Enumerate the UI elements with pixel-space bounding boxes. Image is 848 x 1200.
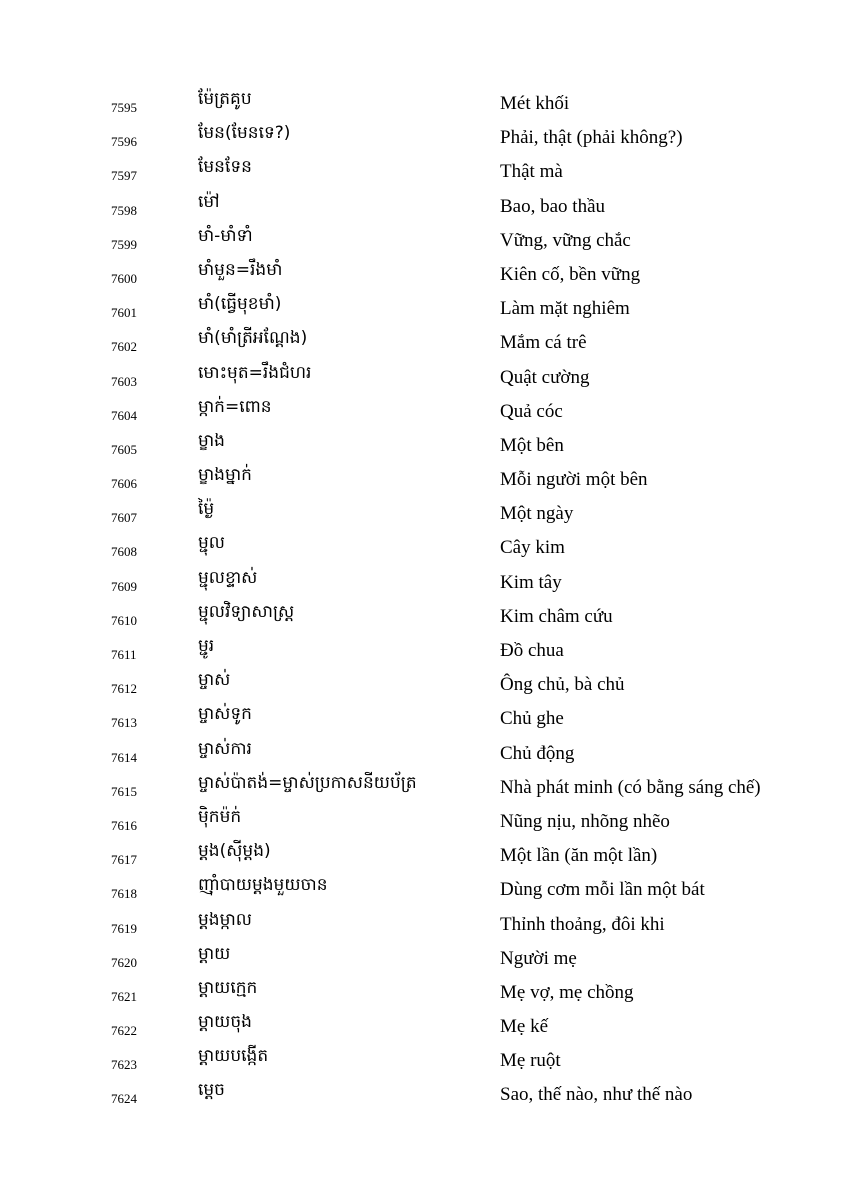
entry-number: 7621 xyxy=(111,988,137,1004)
entry-number: 7624 xyxy=(111,1091,137,1107)
vietnamese-translation: Mỗi người một bên xyxy=(500,469,648,491)
vietnamese-translation: Mẹ ruột xyxy=(500,1050,561,1072)
vietnamese-translation: Dùng cơm mỗi lần một bát xyxy=(500,879,705,901)
khmer-term: ម្ចាស់ប៉ាតង់=ម្ចាស់ប្រកាសនីយប័ត្រ xyxy=(198,772,417,793)
entry-number: 7613 xyxy=(111,715,137,731)
dictionary-entry xyxy=(0,464,848,498)
dictionary-entry xyxy=(0,362,848,396)
khmer-term: មាំមួន=រឹងមាំ xyxy=(198,259,283,280)
dictionary-entries xyxy=(0,88,848,1114)
dictionary-entry xyxy=(0,498,848,532)
vietnamese-translation: Người mẹ xyxy=(500,947,577,969)
khmer-term: មែនទែន xyxy=(198,157,252,178)
entry-number: 7620 xyxy=(111,954,137,970)
dictionary-entry xyxy=(0,532,848,566)
khmer-term: ម្ជុលវិទ្យាសាស្ត្រ xyxy=(198,601,295,622)
entry-number: 7619 xyxy=(111,920,137,936)
vietnamese-translation: Mắm cá trê xyxy=(500,332,587,354)
dictionary-entry xyxy=(0,156,848,190)
khmer-term: មាំ(ធ្វើមុខមាំ) xyxy=(198,294,282,315)
entry-number: 7615 xyxy=(111,783,137,799)
entry-number: 7603 xyxy=(111,373,137,389)
dictionary-entry xyxy=(0,1079,848,1113)
vietnamese-translation: Sao, thế nào, như thế nào xyxy=(500,1084,693,1106)
vietnamese-translation: Mẹ vợ, mẹ chồng xyxy=(500,981,634,1003)
khmer-term: មោះមុត=រឹងជំហរ xyxy=(198,362,312,383)
khmer-term: ម្ចាស់ xyxy=(198,670,231,691)
entry-number: 7605 xyxy=(111,441,137,457)
entry-number: 7618 xyxy=(111,886,137,902)
dictionary-entry xyxy=(0,396,848,430)
khmer-term: ម្ដាយក្មេក xyxy=(198,977,258,998)
khmer-term: ម្ចាស់ទូក xyxy=(198,704,252,725)
dictionary-entry xyxy=(0,1045,848,1079)
khmer-term: ម្ដងម្កាល xyxy=(198,909,252,930)
vietnamese-translation: Kiên cố, bền vững xyxy=(500,263,641,285)
dictionary-entry xyxy=(0,88,848,122)
dictionary-entry xyxy=(0,874,848,908)
khmer-term: ម្ដេច xyxy=(198,1080,225,1101)
khmer-term: ម្ដាយចុង xyxy=(198,1012,252,1033)
dictionary-entry xyxy=(0,225,848,259)
khmer-term: ម្ជុល xyxy=(198,533,225,554)
khmer-term: ម្ដង(ស៊ីម្ដង) xyxy=(198,841,271,862)
vietnamese-translation: Chủ động xyxy=(500,742,575,764)
dictionary-entry xyxy=(0,703,848,737)
entry-number: 7607 xyxy=(111,510,137,526)
entry-number: 7597 xyxy=(111,168,137,184)
vietnamese-translation: Ông chủ, bà chủ xyxy=(500,674,625,696)
dictionary-entry xyxy=(0,1011,848,1045)
vietnamese-translation: Nhà phát minh (có bằng sáng chế) xyxy=(500,776,761,798)
khmer-term: ម្ខាងម្នាក់ xyxy=(198,465,252,486)
khmer-term: មែន(មែនទេ?) xyxy=(198,123,291,144)
entry-number: 7616 xyxy=(111,817,137,833)
vietnamese-translation: Một bên xyxy=(500,434,564,456)
entry-number: 7606 xyxy=(111,476,137,492)
entry-number: 7608 xyxy=(111,544,137,560)
dictionary-entry xyxy=(0,293,848,327)
entry-number: 7602 xyxy=(111,339,137,355)
dictionary-entry xyxy=(0,430,848,464)
khmer-term: ម៉ៅ xyxy=(198,191,220,212)
dictionary-entry xyxy=(0,738,848,772)
entry-number: 7612 xyxy=(111,681,137,697)
entry-number: 7599 xyxy=(111,236,137,252)
vietnamese-translation: Quật cường xyxy=(500,366,590,388)
vietnamese-translation: Phải, thật (phải không?) xyxy=(500,127,683,149)
vietnamese-translation: Kim tây xyxy=(500,571,562,593)
dictionary-entry xyxy=(0,977,848,1011)
dictionary-entry xyxy=(0,909,848,943)
vietnamese-translation: Thỉnh thoảng, đôi khi xyxy=(500,913,665,935)
entry-number: 7596 xyxy=(111,134,137,150)
entry-number: 7610 xyxy=(111,612,137,628)
vietnamese-translation: Mét khối xyxy=(500,93,570,114)
dictionary-entry xyxy=(0,327,848,361)
khmer-term: ម៉ិកម៉ក់ xyxy=(198,806,242,827)
entry-number: 7595 xyxy=(111,100,137,115)
khmer-term: ញ៉ាំបាយម្ដងមួយចាន xyxy=(198,875,328,896)
vietnamese-translation: Vững, vững chắc xyxy=(500,229,631,251)
entry-number: 7600 xyxy=(111,270,137,286)
vietnamese-translation: Đồ chua xyxy=(500,640,564,661)
entry-number: 7617 xyxy=(111,852,137,868)
entry-number: 7614 xyxy=(111,749,137,765)
vietnamese-translation: Bao, bao thầu xyxy=(500,195,606,217)
vietnamese-translation: Kim châm cứu xyxy=(500,605,613,627)
dictionary-entry xyxy=(0,601,848,635)
dictionary-entry xyxy=(0,122,848,156)
vietnamese-translation: Làm mặt nghiêm xyxy=(500,298,630,320)
entry-number: 7609 xyxy=(111,578,137,594)
entry-number: 7623 xyxy=(111,1057,137,1073)
entry-number: 7601 xyxy=(111,305,137,321)
vietnamese-translation: Chủ ghe xyxy=(500,708,564,730)
dictionary-entry xyxy=(0,943,848,977)
khmer-term: ម្ជូរ xyxy=(198,636,215,656)
dictionary-entry xyxy=(0,806,848,840)
dictionary-entry xyxy=(0,567,848,601)
vietnamese-translation: Một ngày xyxy=(500,503,574,525)
entry-number: 7598 xyxy=(111,202,137,218)
dictionary-entry xyxy=(0,772,848,806)
khmer-term: ម្ដាយបង្កើត xyxy=(198,1046,269,1067)
vietnamese-translation: Quả cóc xyxy=(500,400,563,422)
vietnamese-translation: Một lần (ăn một lần) xyxy=(500,845,658,867)
vietnamese-translation: Mẹ kế xyxy=(500,1016,549,1038)
khmer-term: ម្ដាយ xyxy=(198,943,231,964)
khmer-term: ម្ខាង xyxy=(198,430,225,451)
dictionary-entry xyxy=(0,840,848,874)
dictionary-entry xyxy=(0,669,848,703)
khmer-term: មាំ-មាំទាំ xyxy=(198,225,253,246)
entry-number: 7622 xyxy=(111,1023,137,1039)
khmer-term: ម៉្ងៃ xyxy=(198,499,215,520)
khmer-term: មាំ(មាំត្រីអណ្ដែង) xyxy=(198,328,308,349)
vietnamese-translation: Cây kim xyxy=(500,537,565,559)
khmer-term: ម្ជុលខ្ទាស់ xyxy=(198,567,258,588)
dictionary-entry xyxy=(0,635,848,669)
khmer-term: ម្កាក់=ពោន xyxy=(198,396,272,417)
entry-number: 7611 xyxy=(111,647,137,662)
dictionary-entry xyxy=(0,259,848,293)
khmer-term: ម្ចាស់ការ xyxy=(198,738,252,759)
dictionary-entry xyxy=(0,191,848,225)
khmer-term: ម៉ែត្រគូប xyxy=(198,89,252,109)
vietnamese-translation: Thật mà xyxy=(500,161,563,183)
vietnamese-translation: Nũng nịu, nhõng nhẽo xyxy=(500,810,670,832)
entry-number: 7604 xyxy=(111,407,137,423)
